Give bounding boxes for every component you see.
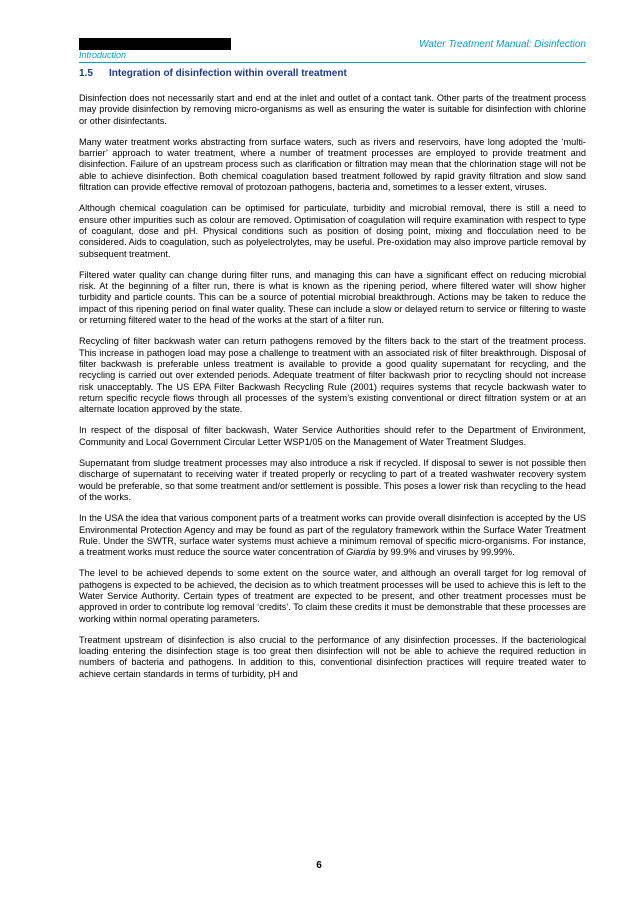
header-black-bar: [79, 38, 231, 50]
paragraph: Treatment upstream of disinfection is also crucial to the performance of any disinfection processes. If the bacteriological loading entering the disinfection stage is too great then disinfection will not be able to achieve the required reduction in numbers of bacteria and pathogens. In addition to this, conventional disinfection practices will require treated water to achieve certain standards in terms of turbidity, pH and: [79, 634, 586, 679]
paragraph: The level to be achieved depends to some extent on the source water, and although an overall target for log removal of pathogens is expected to be achieved, the decision as to which treatment processes will be used to achieve this is left to the Water Service Authority. Certain types of treatment are expected to be present, and other treatment processes must be approved in order to contribute log removal ‘credits’. To claim these credits it must be demonstrable that these processes are working within normal operating parameters.: [79, 568, 586, 624]
section-number: 1.5: [79, 68, 93, 79]
paragraph: Supernatant from sludge treatment processes may also introduce a risk if recycled. If disposal to sewer is not possible then discharge of supernatant to receiving water if treated properly or recycling to part of a treated washwater recovery system would be preferable, so that some treatment and/or settlement is possible. This poses a lower risk than recycling to the head of the works.: [79, 458, 586, 502]
paragraph-text: by 99.9% and viruses by 99.99%.: [375, 547, 515, 558]
paragraph: In respect of the disposal of filter backwash, Water Service Authorities should refer to the Department of Environment, Community and Local Government Circular Letter WSP1/05 on the Management of Water Treatment Sludges.: [79, 425, 586, 447]
header-manual-title: Water Treatment Manual: Disinfection: [419, 39, 586, 50]
page-number: 6: [316, 860, 322, 871]
page-body: [79, 68, 586, 690]
paragraph: Disinfection does not necessarily start and end at the inlet and outlet of a contact tank. Other parts of the treatment process may provide disinfection by removing micro-organisms as well as ensuring the water is suitable for disinfection with chlorine or other disinfectants.: [79, 93, 586, 126]
header-divider: [79, 62, 586, 63]
paragraph-text: In the USA the idea that various component parts of a treatment works can provide overall disinfection is accepted by the US Environmental Protection Agency and may be found as part of the regulatory framework within the Surface Water Treatment Rule. Under the SWTR, surface water systems must achieve a minimum removal of specific micro-organisms. For instance, a treatment works must reduce the source water concentration of: [79, 513, 586, 558]
page-header: [79, 38, 586, 62]
giardia-term: Giardia: [346, 547, 376, 558]
paragraph: Filtered water quality can change during filter runs, and managing this can have a significant effect on reducing microbial risk. At the beginning of a filter run, there is what is known as the ripening period, where filtered water will show higher turbidity and particle counts. This can be a source of potential microbial breakthrough. Actions may be taken to reduce the impact of this ripening period on final water quality. These can include a slow or delayed return to service or filtering to waste or returning filtered water to the head of the works at the start of a filter run.: [79, 269, 586, 326]
section-title: Integration of disinfection within overall treatment: [109, 68, 347, 79]
paragraph: Although chemical coagulation can be optimised for particulate, turbidity and microbial removal, there is still a need to ensure other impurities such as colour are removed. Optimisation of coagulation will require examination with respect to type of coagulant, dose and pH. Physical conditions such as position of dosing point, mixing and flocculation need to be considered. Aids to coagulation, such as polyelectrolytes, may be useful. Pre-oxidation may also improve particle removal by subsequent treatment.: [79, 203, 586, 259]
paragraph-usa: [79, 513, 586, 558]
paragraph: Recycling of filter backwash water can return pathogens removed by the filters back to the start of the treatment process. This increase in pathogen load may pose a challenge to treatment with an associated risk of filter breakthrough. Disposal of filter backwash is preferable unless treatment is available to provide a good quality supernatant for recycling, and the recycling is carried out over extended periods. Adequate treatment of filter backwash prior to recycling should not increase risk unacceptably. The US EPA Filter Backwash Recycling Rule (2001) requires systems that recycle backwash water to return specific recycle flows through all processes of the system’s existing conventional or direct filtration system or at an alternate location approved by the state.: [79, 336, 586, 415]
header-section-label: Introduction: [79, 50, 127, 60]
paragraph: Many water treatment works abstracting from surface waters, such as rivers and reservoirs, have long adopted the ‘multi-barrier’ approach to water treatment, where a number of treatment processes are employed to provide treatment and disinfection. Failure of an upstream process such as clarification or filtration may mean that the chlorination stage will not be able to achieve disinfection. Both chemical coagulation based treatment followed by rapid gravity filtration and slow sand filtration can provide effective removal of protozoan pathogens, bacteria and, sometimes to a lesser extent, viruses.: [79, 136, 586, 193]
section-heading: [79, 68, 586, 79]
